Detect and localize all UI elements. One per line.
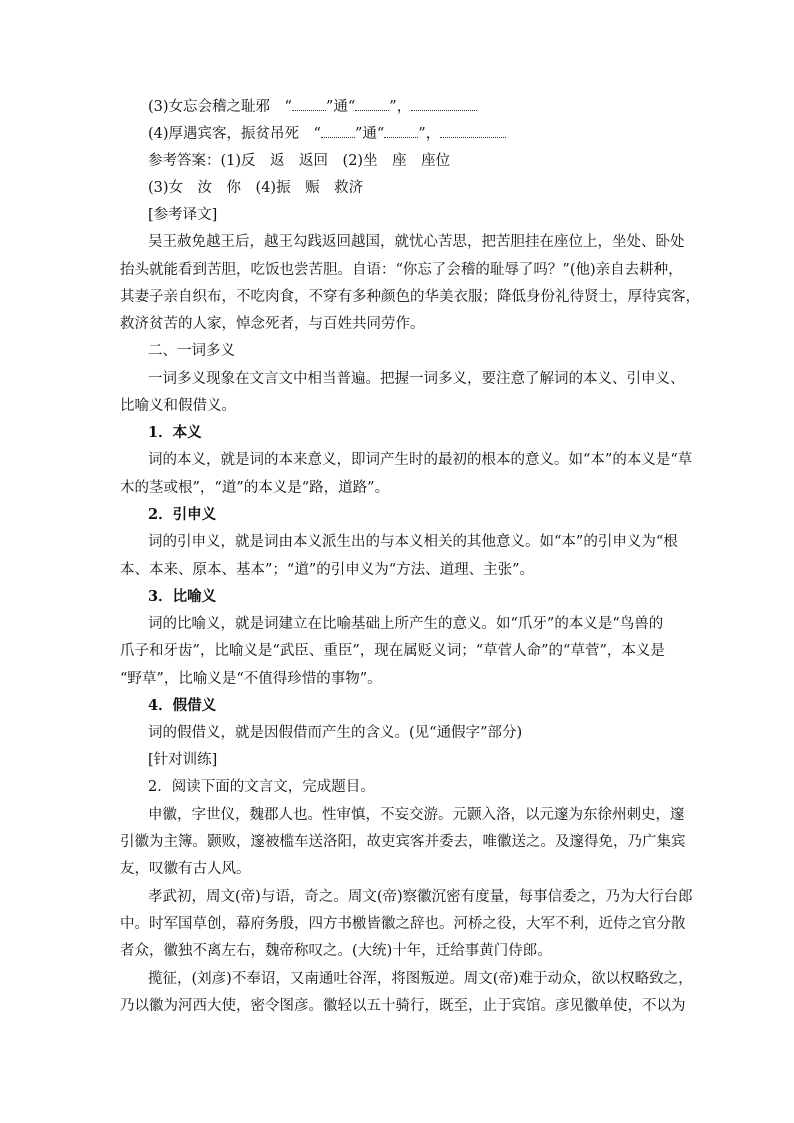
passage-line: 者众，徽独不离左右，魏帝称叹之。(大统)十年，迁给事黄门侍郎。 (120, 943, 552, 959)
body-line: 词的比喻义，就是词建立在比喻基础上所产生的意义。如“爪牙”的本义是“鸟兽的 (148, 616, 664, 632)
passage-line: 孝武初，周文(帝)与语，奇之。周文(帝)察徽沉密有度量，每事信委之，乃为大行台郎 (148, 889, 693, 905)
answer-blank[interactable] (292, 98, 326, 111)
exercise-item-3: (3)女忘会稽之耻邪 “ ”通“ ”， (148, 97, 477, 117)
answer-blank[interactable] (411, 98, 477, 111)
answer-blank[interactable] (321, 125, 355, 138)
section-title: 二、一词多义 (148, 343, 235, 359)
question-prompt: 2．阅读下面的文言文，完成题目。 (148, 779, 375, 795)
body-line: 词的假借义，就是因假借而产生的含义。(见“通假字”部分) (148, 725, 523, 741)
passage-line: 揽征，(刘彦)不奉诏，又南通吐谷浑，将图叛逆。周文(帝)难于动众，欲以权略致之， (148, 971, 693, 987)
passage-line: 友，叹徽有古人风。 (120, 861, 251, 877)
answer-line: (3)女 汝 你 (4)振 赈 救济 (148, 180, 364, 196)
translation-line: 抬头就能看到苦胆，吃饭也尝苦胆。自语：“你忘了会稽的耻辱了吗？”(他)亲自去耕种， (120, 262, 683, 278)
answer-blank[interactable] (384, 125, 418, 138)
body-line: 木的茎或根”，“道”的本义是“路，道路”。 (120, 480, 390, 496)
translation-line: 其妻子亲自织布，不吃肉食，不穿有多种颜色的华美衣服；降低身份礼待贤士，厚待宾客， (120, 289, 700, 305)
body-line: 词的本义，就是词的本来意义，即词产生时的最初的根本的意义。如“本”的本义是“草 (148, 452, 693, 468)
passage-line: 申徽，字世仪，魏郡人也。性审慎，不妄交游。元颢入洛，以元邃为东徐州刺史，邃 (148, 807, 685, 823)
body-line: “野草”，比喻义是“不值得珍惜的事物”。 (120, 671, 382, 687)
body-line: 本、本来、原本、基本”；“道”的引申义为“方法、道理、主张”。 (120, 562, 535, 578)
section-intro-line: 一词多义现象在文言文中相当普遍。把握一词多义，要注意了解词的本义、引申义、 (148, 371, 685, 387)
translation-line: 救济贫苦的人家，悼念死者，与百姓共同劳作。 (120, 316, 425, 332)
passage-line: 引徽为主簿。颢败，邃被槛车送洛阳，故吏宾客并委去，唯徽送之。及邃得免，乃广集宾 (120, 834, 686, 850)
body-line: 词的引申义，就是词由本义派生出的与本义相关的其他意义。如“本”的引申义为“根 (148, 534, 678, 550)
translation-line: 吴王赦免越王后，越王勾践返回越国，就忧心苦思，把苦胆挂在座位上，坐处、卧处 (148, 234, 685, 250)
answer-blank[interactable] (440, 125, 506, 138)
subsection-heading: 2．引申义 (148, 506, 217, 523)
practice-heading: [针对训练] (148, 752, 218, 768)
subsection-heading: 4．假借义 (148, 697, 217, 714)
body-line: 爪子和牙齿”，比喻义是“武臣、重臣”，现在属贬义词；“草菅人命”的“草菅”，本义是 (120, 643, 665, 659)
subsection-heading: 1．本义 (148, 424, 202, 441)
subsection-heading: 3．比喻义 (148, 588, 217, 605)
exercise-item-4: (4)厚遇宾客，振贫吊死 “ ”通“ ”， (148, 124, 506, 144)
passage-line: 中。时军国草创，幕府务殷，四方书檄皆徽之辞也。河桥之役，大军不利，近侍之官分散 (120, 916, 686, 932)
section-intro-line: 比喻义和假借义。 (120, 398, 236, 414)
answer-line: 参考答案：(1)反 返 返回 (2)坐 座 座位 (148, 153, 451, 169)
answer-blank[interactable] (355, 98, 389, 111)
translation-heading: [参考译文] (148, 207, 218, 223)
passage-line: 乃以徽为河西大使，密令图彦。徽轻以五十骑行，既至，止于宾馆。彦见徽单使，不以为 (120, 998, 686, 1014)
